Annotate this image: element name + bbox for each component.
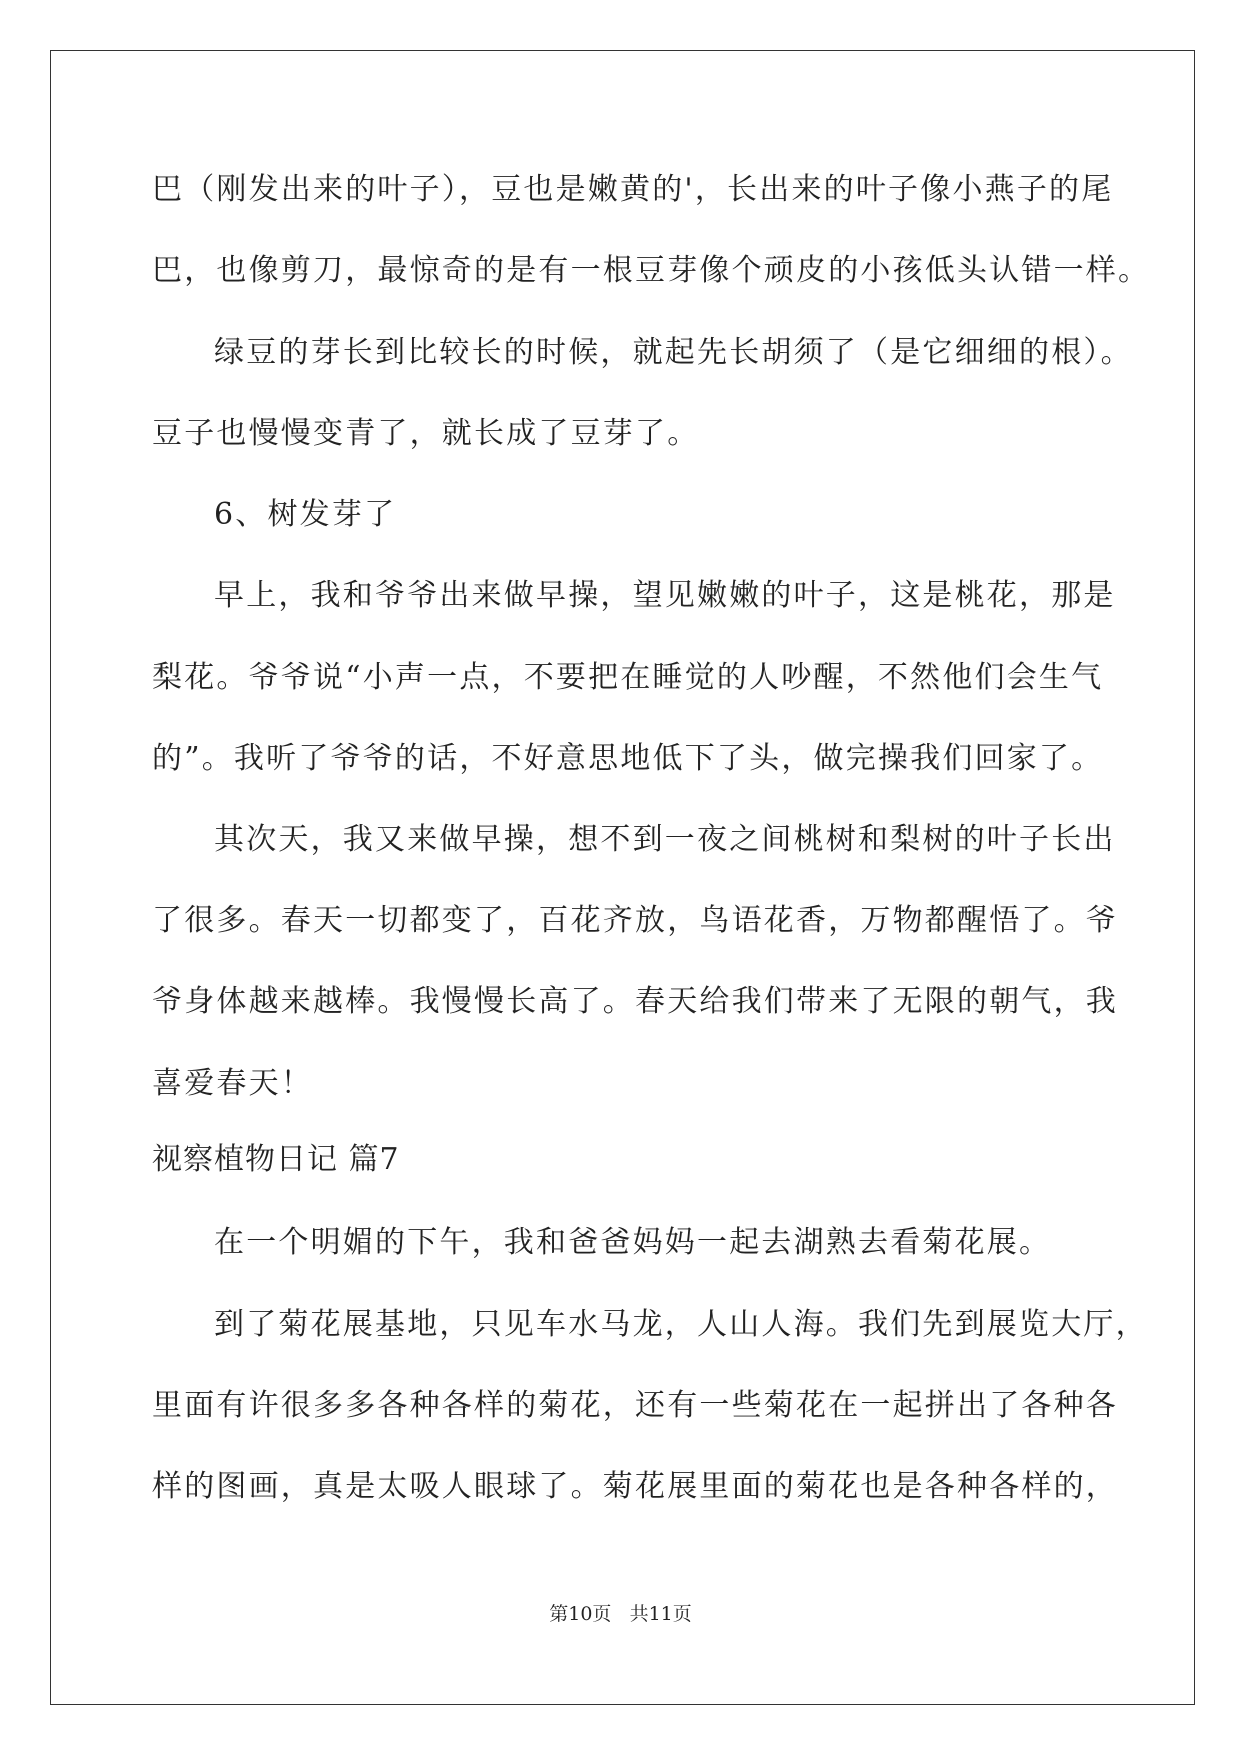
text-line: 豆子也慢慢变青了，就长成了豆芽了。 (152, 416, 700, 451)
text-line: 到了菊花展基地，只见车水马龙，人山人海。我们先到展览大厅， (214, 1307, 1148, 1342)
page-number-total: 共11页 (629, 1603, 692, 1625)
text-line: 了很多。春天一切都变了，百花齐放，鸟语花香，万物都醒悟了。爷 (152, 903, 1118, 938)
text-line: 巴，也像剪刀，最惊奇的是有一根豆芽像个顽皮的小孩低头认错一样。 (152, 253, 1151, 288)
text-line: 里面有许很多多各种各样的菊花，还有一些菊花在一起拼出了各种各 (152, 1388, 1118, 1423)
text-line: 其次天，我又来做早操，想不到一夜之间桃树和梨树的叶子长出 (214, 822, 1116, 857)
section-heading: 6、树发芽了 (214, 497, 397, 532)
page-border (50, 50, 1195, 1705)
text-line: 巴（刚发出来的叶子），豆也是嫩黄的'，长出来的叶子像小燕子的尾 (152, 172, 1114, 207)
text-line: 早上，我和爷爷出来做早操，望见嫩嫩的叶子，这是桃花，那是 (214, 578, 1116, 613)
text-line: 的”。我听了爷爷的话，不好意思地低下了头，做完操我们回家了。 (152, 741, 1104, 776)
page-number-current: 第10页 (549, 1603, 612, 1625)
text-line: 样的图画，真是太吸人眼球了。菊花展里面的菊花也是各种各样的， (152, 1469, 1118, 1504)
article-title: 视察植物日记 篇7 (152, 1142, 400, 1177)
text-line: 爷身体越来越棒。我慢慢长高了。春天给我们带来了无限的朝气，我 (152, 984, 1118, 1019)
text-line: 梨花。爷爷说“小声一点，不要把在睡觉的人吵醒，不然他们会生气 (152, 660, 1104, 695)
page-footer (0, 1602, 1241, 1626)
text-line: 绿豆的芽长到比较长的时候，就起先长胡须了（是它细细的根）。 (214, 335, 1133, 370)
text-line: 喜爱春天！ (152, 1066, 313, 1101)
text-line: 在一个明媚的下午，我和爸爸妈妈一起去湖熟去看菊花展。 (214, 1225, 1052, 1260)
